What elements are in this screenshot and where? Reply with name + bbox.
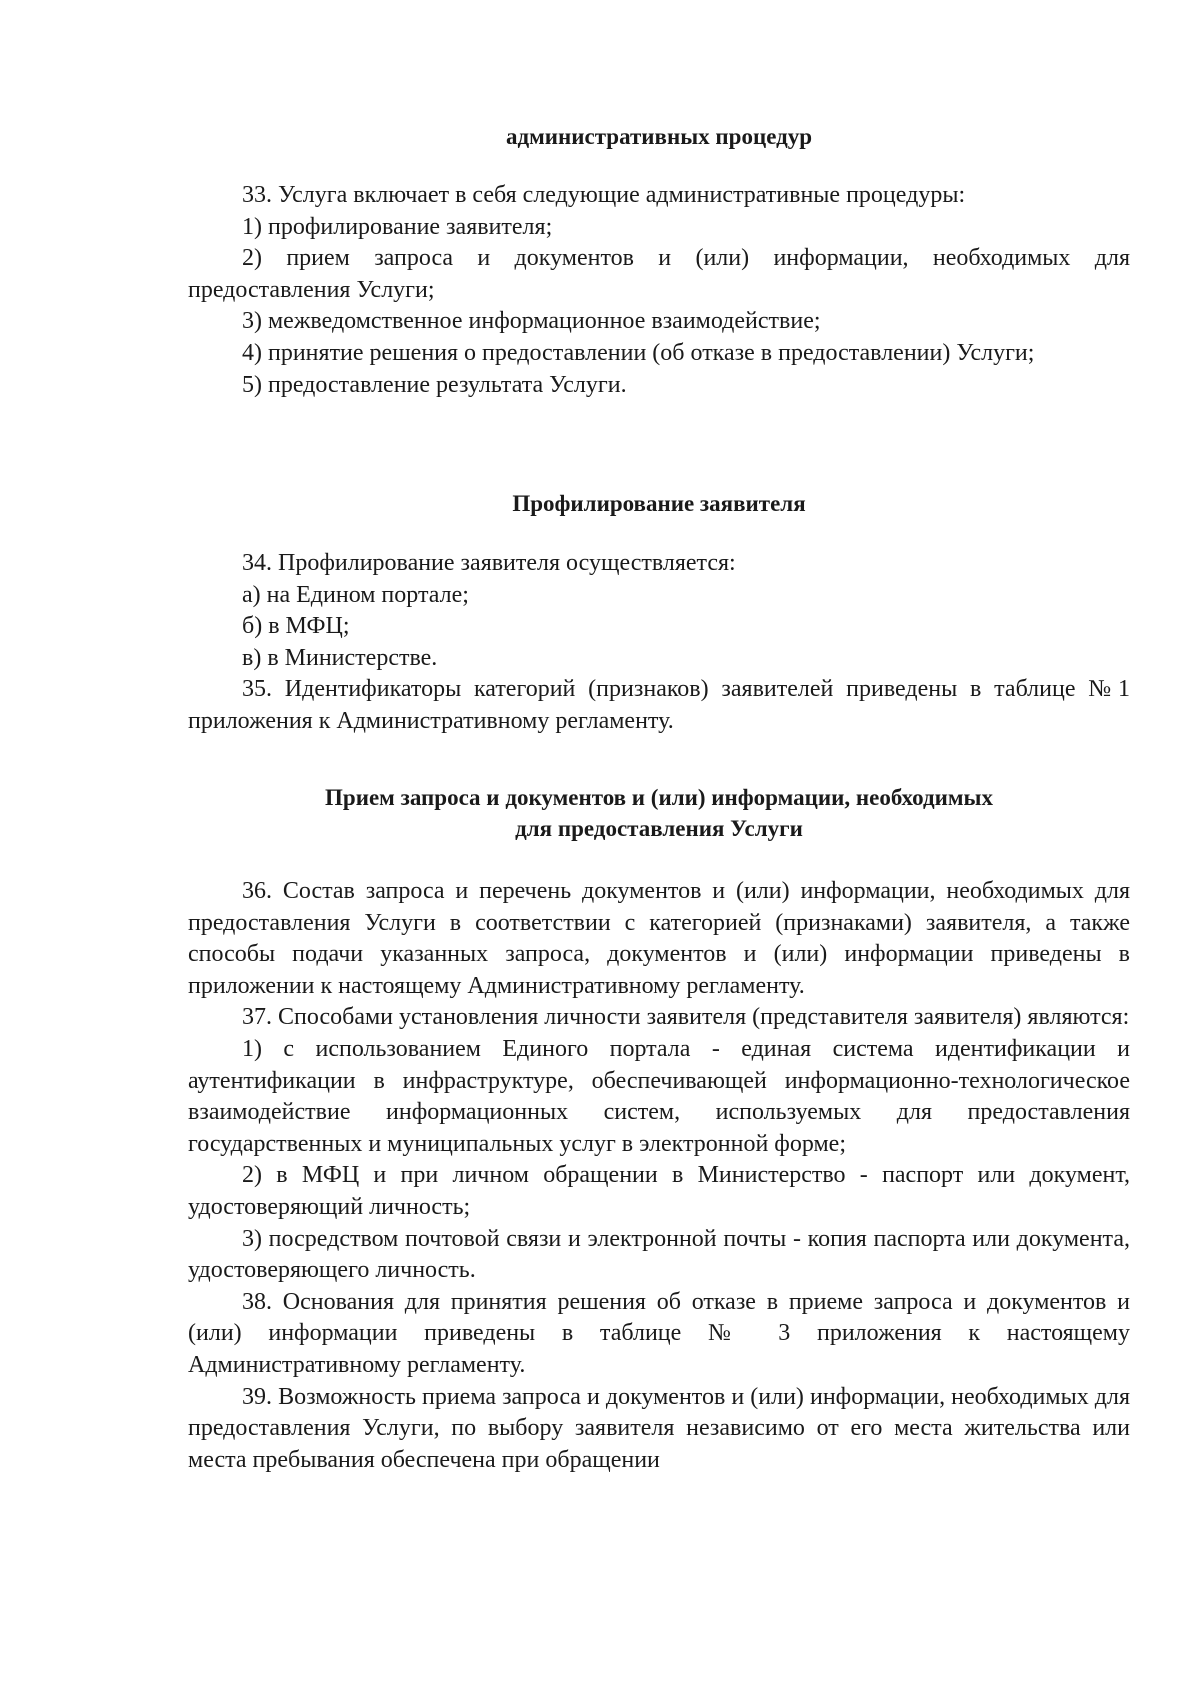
- paragraph-33: 33. Услуга включает в себя следующие административные процедуры:: [242, 182, 966, 208]
- profiling-item-c: в) в Министерстве.: [242, 644, 438, 671]
- paragraph-39: 39. Возможность приема запроса и документов и (или) информации, необходимых для предоставления Услуги, по выбору заявителя независимо от его места жительства или места пребывания обеспечена при обращении: [188, 1383, 1130, 1473]
- section-heading-reception-line1: Прием запроса и документов и (или) информации, необходимых: [325, 785, 993, 810]
- procedure-item-1: 1) профилирование заявителя;: [242, 213, 553, 240]
- paragraph-37: 37. Способами установления личности заявителя (представителя заявителя) являются:: [242, 1004, 1130, 1031]
- procedure-item-4: 4) принятие решения о предоставлении (об отказе в предоставлении) Услуги;: [242, 339, 1035, 366]
- section-heading-reception: [188, 782, 1130, 844]
- profiling-item-b: б) в МФЦ;: [242, 613, 350, 640]
- section-heading-admin-procedures: административных процедур: [505, 124, 813, 149]
- document-page: [188, 0, 1130, 1698]
- section-heading-profiling: Профилирование заявителя: [512, 491, 806, 516]
- paragraph-36: 36. Состав запроса и перечень документов и (или) информации, необходимых для предоставления Услуги в соответствии с категорией (признаками) заявителя, а также способы подачи указанных запроса, документов и (или) информации приведены в приложении к настоящему Административному регламенту.: [188, 878, 1130, 999]
- paragraph-34: 34. Профилирование заявителя осуществляется:: [242, 550, 736, 576]
- profiling-item-a: а) на Едином портале;: [242, 581, 469, 608]
- profiling-section: [188, 548, 1130, 738]
- reception-section: [188, 876, 1130, 1476]
- procedures-section: [188, 180, 1130, 401]
- procedure-item-2: 2) прием запроса и документов и (или) информации, необходимых для предоставления Услуги;: [188, 245, 1130, 303]
- identification-method-1: 1) с использованием Единого портала - единая система идентификации и аутентификации в инфраструктуре, обеспечивающей информационно-технологическое взаимодействие информационных систем, используемых для предоставления государственных и муниципальных услуг в электронной форме;: [188, 1035, 1130, 1157]
- procedure-item-5: 5) предоставление результата Услуги.: [242, 371, 627, 398]
- paragraph-38: 38. Основания для принятия решения об отказе в приеме запроса и документов и (или) информации приведены в таблице № 3 приложения к настоящему Административному регламенту.: [188, 1288, 1130, 1378]
- section-heading-reception-line2: для предоставления Услуги: [515, 816, 803, 841]
- paragraph-35: 35. Идентификаторы категорий (признаков) заявителей приведены в таблице №1 приложения к Административному регламенту.: [188, 676, 1130, 734]
- identification-method-3: 3) посредством почтовой связи и электронной почты - копия паспорта или документа, удостоверяющего личность.: [188, 1225, 1130, 1284]
- procedure-item-3: 3) межведомственное информационное взаимодействие;: [242, 308, 821, 335]
- identification-method-2: 2) в МФЦ и при личном обращении в Министерство - паспорт или документ, удостоверяющий личность;: [188, 1162, 1130, 1220]
